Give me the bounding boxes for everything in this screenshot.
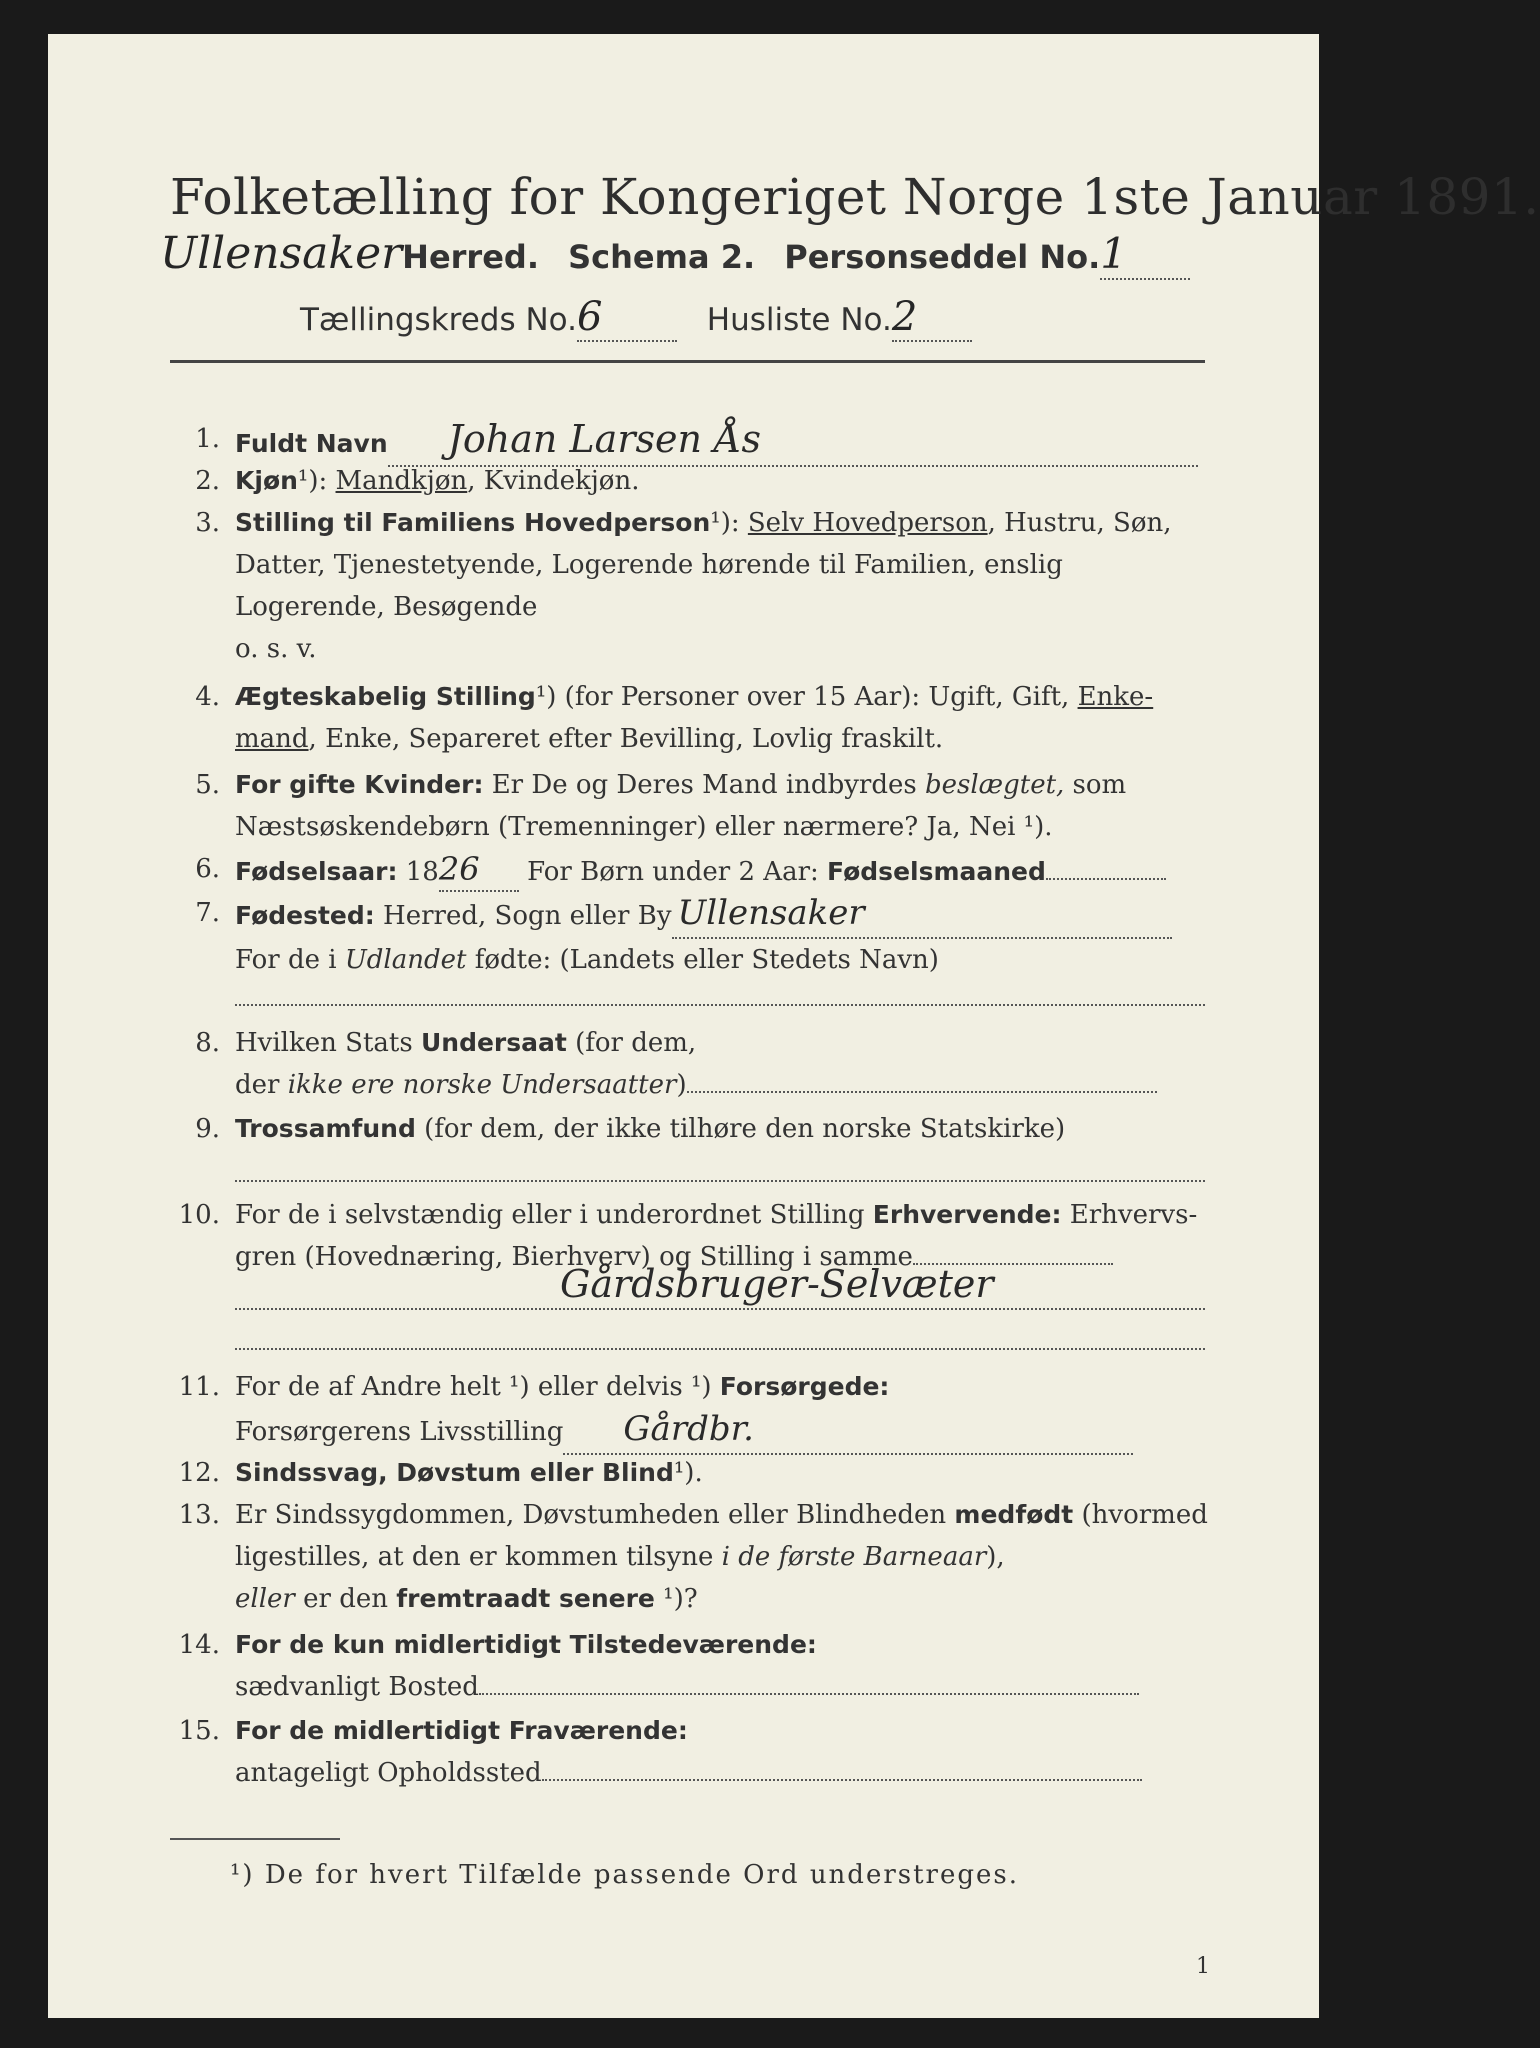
question-text-line-2: gren (Hovednæring, Bierhverv) og Stilling i samme xyxy=(235,1242,913,1272)
question-label: Ægteskabelig Stilling xyxy=(235,682,536,711)
question-14 xyxy=(170,1624,1210,1708)
question-text-line-2: Næstsøskendebørn (Tremenninger) eller nærmere? Ja, Nei ¹). xyxy=(235,812,1053,842)
personseddel-label: Personseddel No. xyxy=(784,238,1101,276)
footnote-ref: ¹): xyxy=(710,508,740,538)
question-label: Kjøn xyxy=(235,466,298,495)
options-line-2: Datter, Tjenestetyende, Logerende hørende til Familien, enslig xyxy=(235,550,1063,580)
options-line-3: Logerende, Besøgende xyxy=(235,592,538,622)
question-15 xyxy=(170,1710,1210,1794)
husliste-no: 2 xyxy=(892,294,972,342)
options-rest: , Hustru, Søn, xyxy=(987,508,1172,538)
question-text-italic: beslægtet, xyxy=(924,770,1065,800)
question-5 xyxy=(170,764,1210,848)
question-text: Er De og Deres Mand indbyrdes xyxy=(483,770,925,800)
occupation-answer: Gårdsbruger-Selvæter xyxy=(560,1262,994,1306)
question-number: 10. xyxy=(178,1200,220,1230)
question-text-italic: ikke ere norske Undersaatter xyxy=(287,1070,677,1100)
footnote-rule xyxy=(170,1838,340,1840)
answer-line xyxy=(235,1002,1205,1006)
kreds-line xyxy=(300,294,972,342)
form-title: Folketælling for Kongeriget Norge 1ste Januar 1891. xyxy=(170,168,1540,226)
question-9 xyxy=(170,1108,1210,1150)
question-label: Fødested: xyxy=(235,901,375,930)
question-number: 15. xyxy=(178,1716,220,1746)
question-label: Stilling til Familiens Hovedperson xyxy=(235,508,711,537)
question-number: 5. xyxy=(195,770,220,800)
question-text-italic: eller xyxy=(235,1584,295,1614)
question-13 xyxy=(170,1494,1210,1620)
provider-answer: Gårdbr. xyxy=(623,1409,754,1449)
question-8 xyxy=(170,1022,1210,1106)
question-text: Erhvervs- xyxy=(1061,1200,1198,1230)
husliste-label: Husliste No. xyxy=(706,302,892,338)
question-12 xyxy=(170,1452,1210,1494)
question-number: 1. xyxy=(195,424,220,454)
question-text: , Enke, Separeret efter Bevilling, Lovlig fraskilt. xyxy=(308,724,944,754)
answer-line xyxy=(235,1346,1205,1350)
question-label: Erhvervende: xyxy=(872,1200,1062,1229)
question-text-italic: i de første Barneaar xyxy=(721,1542,987,1572)
question-2 xyxy=(170,460,1210,502)
question-label: Trossamfund xyxy=(235,1114,416,1143)
answer-line xyxy=(235,1306,1205,1310)
question-number: 4. xyxy=(195,682,220,712)
option-enkemand-b: mand xyxy=(235,724,309,754)
question-text: For Børn under 2 Aar: xyxy=(518,857,828,887)
corner-mark: 1 xyxy=(1196,1954,1210,1979)
question-number: 14. xyxy=(178,1630,220,1660)
question-label: medfødt xyxy=(954,1500,1074,1529)
full-name-answer: Johan Larsen Ås xyxy=(447,417,761,461)
kreds-label: Tællingskreds No. xyxy=(300,302,577,338)
footnote-ref: ¹). xyxy=(673,1458,703,1488)
question-text: Er Sindssygdommen, Døvstumheden eller Blindheden xyxy=(235,1500,955,1530)
option-mandkjon: Mandkjøn xyxy=(335,466,468,496)
question-text: er den xyxy=(294,1584,397,1614)
question-4 xyxy=(170,676,1210,760)
birth-year-prefix: 18 xyxy=(397,857,439,887)
question-text: ) xyxy=(676,1070,687,1100)
footnote: ¹) De for hvert Tilfælde passende Ord understreges. xyxy=(230,1860,1020,1890)
question-label: Fuldt Navn xyxy=(235,429,388,458)
question-text-line-2: antageligt Opholdssted xyxy=(235,1758,542,1788)
question-text-line-2: Forsørgerens Livsstilling xyxy=(235,1417,564,1447)
question-number: 2. xyxy=(195,466,220,496)
question-number: 12. xyxy=(178,1458,220,1488)
question-label: Sindssvag, Døvstum eller Blind xyxy=(235,1458,674,1487)
question-number: 3. xyxy=(195,508,220,538)
question-text: For de i xyxy=(235,945,345,975)
question-text: ¹)? xyxy=(654,1584,698,1614)
question-text: For de i selvstændig eller i underordnet Stilling xyxy=(235,1200,873,1230)
question-text: som xyxy=(1064,770,1127,800)
question-number: 7. xyxy=(195,898,220,928)
question-label: Forsørgede: xyxy=(719,1372,890,1401)
footnote-ref: ¹) xyxy=(535,682,557,712)
question-text: ligestilles, at den er kommen tilsyne xyxy=(235,1542,722,1572)
question-text: fødte: (Landets eller Stedets Navn) xyxy=(466,945,939,975)
question-number: 11. xyxy=(178,1372,220,1402)
options-line-4: o. s. v. xyxy=(235,634,317,664)
herred-label: Herred. xyxy=(402,238,539,276)
kreds-no: 6 xyxy=(577,294,677,342)
option-selv-hovedperson: Selv Hovedperson xyxy=(747,508,988,538)
option-kvindekjon: , Kvindekjøn. xyxy=(467,466,640,496)
question-label: For de kun midlertidigt Tilstedeværende: xyxy=(235,1630,817,1659)
question-number: 8. xyxy=(195,1028,220,1058)
question-3 xyxy=(170,502,1210,670)
question-text: (for dem, der ikke tilhøre den norske Statskirke) xyxy=(415,1114,1066,1144)
question-7 xyxy=(170,892,1210,981)
question-text: (for dem, xyxy=(566,1028,697,1058)
question-text: ), xyxy=(986,1542,1005,1572)
question-label: Undersaat xyxy=(420,1028,567,1057)
herred-answer: Ullensaker xyxy=(160,228,403,279)
question-text: Herred, Sogn eller By xyxy=(374,901,672,931)
schema-label: Schema 2. xyxy=(568,238,756,276)
question-text-line-2: sædvanligt Bosted xyxy=(235,1672,479,1702)
question-label-2: Fødselsmaaned xyxy=(827,857,1046,886)
question-label: Fødselsaar: xyxy=(235,857,398,886)
question-text: der xyxy=(235,1070,288,1100)
question-text: (for Personer over 15 Aar): Ugift, Gift, xyxy=(556,682,1078,712)
option-enkemand-a: Enke- xyxy=(1077,682,1154,712)
question-label-2: fremtraadt senere xyxy=(396,1584,655,1613)
answer-line xyxy=(235,1178,1205,1182)
question-text-italic: Udlandet xyxy=(344,945,467,975)
question-number: 9. xyxy=(195,1114,220,1144)
herred-line xyxy=(160,228,1190,280)
question-number: 6. xyxy=(195,854,220,884)
birthplace-answer: Ullensaker xyxy=(677,893,865,933)
header-rule xyxy=(170,360,1205,363)
question-11 xyxy=(170,1366,1210,1455)
question-text: (hvormed xyxy=(1073,1500,1208,1530)
question-6 xyxy=(170,848,1210,893)
personseddel-no: 1 xyxy=(1100,229,1190,280)
question-number: 13. xyxy=(178,1500,220,1530)
question-text: For de af Andre helt ¹) eller delvis ¹) xyxy=(235,1372,720,1402)
question-label: For gifte Kvinder: xyxy=(235,770,484,799)
footnote-ref: ¹): xyxy=(297,466,328,496)
question-text: Hvilken Stats xyxy=(235,1028,421,1058)
question-label: For de midlertidigt Fraværende: xyxy=(235,1716,688,1745)
birth-year-answer: 26 xyxy=(439,848,519,892)
